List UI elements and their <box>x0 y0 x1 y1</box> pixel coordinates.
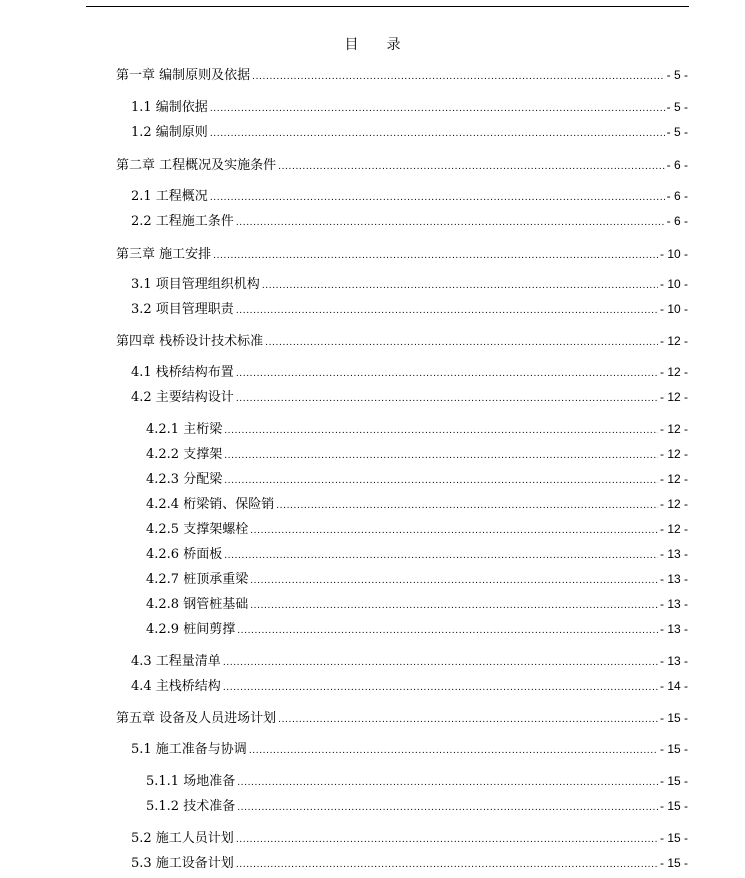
toc-dot-leader <box>250 572 658 590</box>
toc-entry[interactable] <box>131 98 688 116</box>
toc-entry-label: 1.2 编制原则 <box>131 125 208 140</box>
toc-entry[interactable] <box>131 677 688 695</box>
toc-entry[interactable] <box>131 388 688 406</box>
toc-entry[interactable] <box>146 470 688 488</box>
toc-dot-leader <box>223 654 658 672</box>
toc-entry[interactable] <box>131 854 688 872</box>
toc-entry[interactable] <box>116 709 688 727</box>
toc-entry[interactable] <box>146 420 688 438</box>
toc-entry-label: 5.1 施工准备与协调 <box>131 742 247 757</box>
toc-dot-leader <box>236 365 658 383</box>
toc-dot-leader <box>262 277 658 295</box>
toc-entry-label: 4.2.2 支撑架 <box>146 447 223 462</box>
toc-entry-page: - 12 - <box>659 365 688 379</box>
toc-entry-page: - 10 - <box>659 247 688 261</box>
toc-entry-label: 4.2.9 桩间剪撑 <box>146 622 236 637</box>
toc-entry-label: 第四章 栈桥设计技术标准 <box>116 334 264 349</box>
toc-title-char-1: 目 <box>344 37 359 53</box>
toc-entry-label: 5.3 施工设备计划 <box>131 856 234 871</box>
toc-entry-label: 4.4 主栈桥结构 <box>131 679 221 694</box>
toc-entry-page: - 5 - <box>666 68 688 82</box>
toc-dot-leader <box>210 189 665 207</box>
toc-dot-leader <box>213 247 658 265</box>
toc-entry-label: 4.2.4 桁梁销、保险销 <box>146 497 275 512</box>
toc-entry-page: - 10 - <box>659 277 688 291</box>
toc-entry-label: 2.1 工程概况 <box>131 189 208 204</box>
toc-entry[interactable] <box>146 495 688 513</box>
toc-entry-label: 第二章 工程概况及实施条件 <box>116 158 277 173</box>
toc-entry-page: - 13 - <box>659 597 688 611</box>
toc-entry-label: 第三章 施工安排 <box>116 247 212 262</box>
toc-entry-page: - 12 - <box>659 334 688 348</box>
toc-entry[interactable] <box>116 66 688 84</box>
toc-title-char-2: 录 <box>386 37 401 53</box>
toc-entry-page: - 15 - <box>659 799 688 813</box>
toc-entry-page: - 14 - <box>659 679 688 693</box>
toc-dot-leader <box>224 422 658 440</box>
toc-entry-page: - 6 - <box>666 214 688 228</box>
toc-entry-label: 4.2.6 桥面板 <box>146 547 223 562</box>
toc-entry-page: - 15 - <box>659 711 688 725</box>
toc-dot-leader <box>250 522 658 540</box>
toc-entry-page: - 6 - <box>666 158 688 172</box>
toc-dot-leader <box>276 497 658 515</box>
toc-entry-page: - 12 - <box>659 447 688 461</box>
toc-dot-leader <box>236 214 665 232</box>
toc-entry-label: 3.1 项目管理组织机构 <box>131 277 260 292</box>
toc-dot-leader <box>236 856 658 874</box>
toc-dot-leader <box>224 547 658 565</box>
toc-entry[interactable] <box>116 332 688 350</box>
toc-dot-leader <box>210 125 665 143</box>
toc-entry[interactable] <box>146 595 688 613</box>
toc-dot-leader <box>223 679 658 697</box>
toc-entry[interactable] <box>131 363 688 381</box>
toc-entry-label: 4.1 栈桥结构布置 <box>131 365 234 380</box>
toc-dot-leader <box>278 711 658 729</box>
toc-entry-label: 第一章 编制原则及依据 <box>116 68 251 83</box>
toc-dot-leader <box>237 774 658 792</box>
toc-entry-page: - 12 - <box>659 422 688 436</box>
toc-dot-leader <box>236 831 658 849</box>
toc-entry[interactable] <box>131 187 688 205</box>
toc-entry-page: - 12 - <box>659 472 688 486</box>
toc-entry-page: - 12 - <box>659 497 688 511</box>
toc-dot-leader <box>224 472 658 490</box>
toc-entry[interactable] <box>131 212 688 230</box>
header-rule <box>86 6 689 7</box>
toc-entry-page: - 5 - <box>666 125 688 139</box>
toc-entry[interactable] <box>146 445 688 463</box>
toc-entry-page: - 12 - <box>659 390 688 404</box>
toc-entry-label: 5.1.1 场地准备 <box>146 774 236 789</box>
toc-dot-leader <box>236 302 658 320</box>
toc-entry-page: - 10 - <box>659 302 688 316</box>
toc-entry[interactable] <box>131 275 688 293</box>
toc-entry-page: - 15 - <box>659 742 688 756</box>
toc-entry[interactable] <box>131 829 688 847</box>
toc-dot-leader <box>236 390 658 408</box>
toc-entry-page: - 13 - <box>659 547 688 561</box>
toc-entry-label: 5.2 施工人员计划 <box>131 831 234 846</box>
toc-entry-page: - 13 - <box>659 572 688 586</box>
toc-entry-page: - 6 - <box>666 189 688 203</box>
toc-dot-leader <box>237 622 658 640</box>
toc-entry[interactable] <box>146 570 688 588</box>
toc-entry-label: 4.2.7 桩顶承重梁 <box>146 572 249 587</box>
toc-dot-leader <box>249 742 658 760</box>
toc-entry-label: 4.2.8 钢管桩基础 <box>146 597 249 612</box>
toc-dot-leader <box>278 158 665 176</box>
toc-entry-page: - 13 - <box>659 622 688 636</box>
toc-entry[interactable] <box>116 245 688 263</box>
toc-entry-page: - 15 - <box>659 856 688 870</box>
toc-entry-label: 3.2 项目管理职责 <box>131 302 234 317</box>
toc-entry-label: 第五章 设备及人员进场计划 <box>116 711 277 726</box>
toc-entry[interactable] <box>131 123 688 141</box>
toc-entry[interactable] <box>146 520 688 538</box>
toc-entry-label: 4.3 工程量清单 <box>131 654 221 669</box>
toc-dot-leader <box>252 68 665 86</box>
toc-entry-label: 4.2.3 分配梁 <box>146 472 223 487</box>
toc-dot-leader <box>265 334 658 352</box>
toc-entry[interactable] <box>146 620 688 638</box>
toc-dot-leader <box>224 447 658 465</box>
toc-entry-label: 5.1.2 技术准备 <box>146 799 236 814</box>
toc-dot-leader <box>250 597 658 615</box>
toc-entry-label: 4.2.5 支撑架螺栓 <box>146 522 249 537</box>
toc-entry-page: - 15 - <box>659 774 688 788</box>
toc-dot-leader <box>237 799 658 817</box>
toc-entry-page: - 12 - <box>659 522 688 536</box>
toc-entry[interactable] <box>131 652 688 670</box>
toc-title <box>0 34 745 54</box>
toc-entry[interactable] <box>146 797 688 815</box>
toc-entry-label: 1.1 编制依据 <box>131 100 208 115</box>
toc-entry-page: - 5 - <box>666 100 688 114</box>
toc-entry-page: - 15 - <box>659 831 688 845</box>
toc-entry-label: 4.2.1 主桁梁 <box>146 422 223 437</box>
toc-entry[interactable] <box>116 156 688 174</box>
toc-dot-leader <box>210 100 665 118</box>
toc-entry[interactable] <box>131 740 688 758</box>
toc-entry-label: 2.2 工程施工条件 <box>131 214 234 229</box>
toc-entry-page: - 13 - <box>659 654 688 668</box>
toc-entry[interactable] <box>146 545 688 563</box>
toc-entry-label: 4.2 主要结构设计 <box>131 390 234 405</box>
toc-entry[interactable] <box>131 300 688 318</box>
toc-entry[interactable] <box>146 772 688 790</box>
